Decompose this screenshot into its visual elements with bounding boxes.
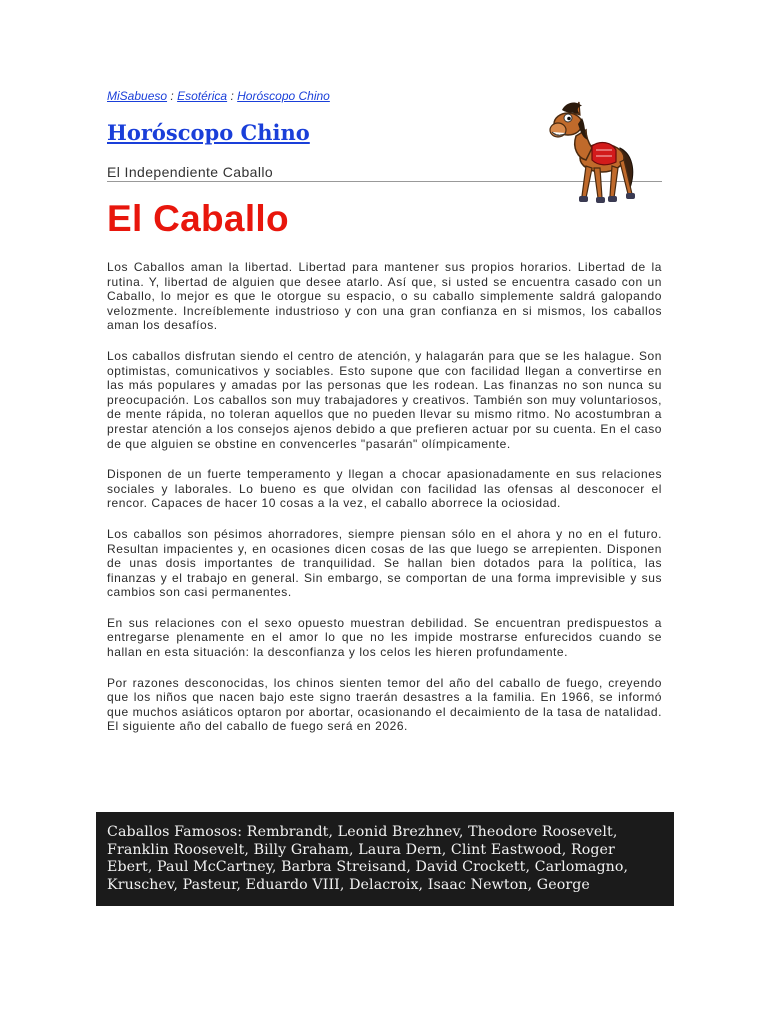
article-paragraph: Los caballos son pésimos ahorradores, siempre piensan sólo en el ahora y no en el futuro. Resultan impacientes y, en ocasiones dicen cosas de las que luego se arrepienten. Disponen de unas dosis importantes de tranquilidad. Se hallan bien dotados para la política, las finanzas y el trabajo en general. Sin embargo, se comportan de una forma imprevisible y sus cambios son casi permanentes. bbox=[107, 526, 662, 600]
article-paragraph: En sus relaciones con el sexo opuesto muestran debilidad. Se encuentran predispuestos a entregarse plenamente en el amor lo que no les impide mostrarse enfurecidos cuando se hallan en esta situación: la desconfianza y los celos les hieren profundamente. bbox=[107, 615, 662, 660]
cartoon-horse-icon bbox=[546, 96, 642, 224]
famous-horses-box bbox=[96, 812, 674, 906]
breadcrumb-separator: : bbox=[170, 89, 174, 103]
article-paragraph: Los caballos disfrutan siendo el centro de atención, y halagarán para que se les halague. Son optimistas, comunicativos y sociables. Esto supone que con facilidad llegan a convertirse en las más populares y amadas por las personas que les rodean. Las finanzas no son nunca su preocupación. Los caballos son muy trabajadores y creativos. También son muy voluntariosos, de mente rápida, no toleran aquellos que no pueden llevar su mismo ritmo. No acostumbran a prestar atención a los consejos ajenos debido a que prefieren actuar por su cuenta. En el caso de que alguien se obstine en convencerles "pasarán" olímpicamente. bbox=[107, 348, 662, 451]
article-paragraph: Disponen de un fuerte temperamento y llegan a chocar apasionadamente en sus relaciones sociales y laborales. Lo bueno es que olvidan con facilidad las ofensas al desconocer el rencor. Capaces de hacer 10 cosas a la vez, el caballo aborrece la ociosidad. bbox=[107, 467, 662, 511]
article-title: El Caballo bbox=[107, 198, 289, 239]
article-paragraph: Los Caballos aman la libertad. Libertad para mantener sus propios horarios. Libertad de la rutina. Y, libertad de alguien que desee atarlo. Así que, si usted se encuentra casado con un Caballo, lo mejor es que le otorgue su espacio, o su caballo simplemente saldrá galopando velozmente. Increíblemente industrioso y con una gran confianza en si mismos, los caballos aman los desafíos. bbox=[107, 260, 662, 333]
breadcrumb bbox=[107, 89, 330, 103]
article-body bbox=[107, 260, 662, 750]
breadcrumb-link-misabueso[interactable]: MiSabueso bbox=[107, 89, 168, 103]
breadcrumb-link-horoscopo-chino[interactable]: Horóscopo Chino bbox=[237, 89, 330, 103]
famous-horses-text: Caballos Famosos: Rembrandt, Leonid Brezhnev, Theodore Roosevelt, Franklin Roosevelt, Billy Graham, Laura Dern, Clint Eastwood, Roger Ebert, Paul McCartney, Barbra Streisand, David Crockett, Carlomagno, Kruschev, Pasteur, Eduardo VIII, Delacroix, Isaac Newton, George bbox=[107, 824, 629, 893]
breadcrumb-link-esoterica[interactable]: Esotérica bbox=[177, 89, 228, 103]
page-subtitle: El Independiente Caballo bbox=[107, 164, 274, 180]
breadcrumb-separator: : bbox=[230, 89, 234, 103]
site-title-link[interactable]: Horóscopo Chino bbox=[107, 120, 310, 145]
article-paragraph: Por razones desconocidas, los chinos sienten temor del año del caballo de fuego, creyendo que los niños que nacen bajo este signo traerán desastres a la familia. En 1966, se informó que muchos asiáticos optaron por abortar, ocasionando el decaimiento de la tasa de natalidad. El siguiente año del caballo de fuego será en 2026. bbox=[107, 675, 662, 734]
